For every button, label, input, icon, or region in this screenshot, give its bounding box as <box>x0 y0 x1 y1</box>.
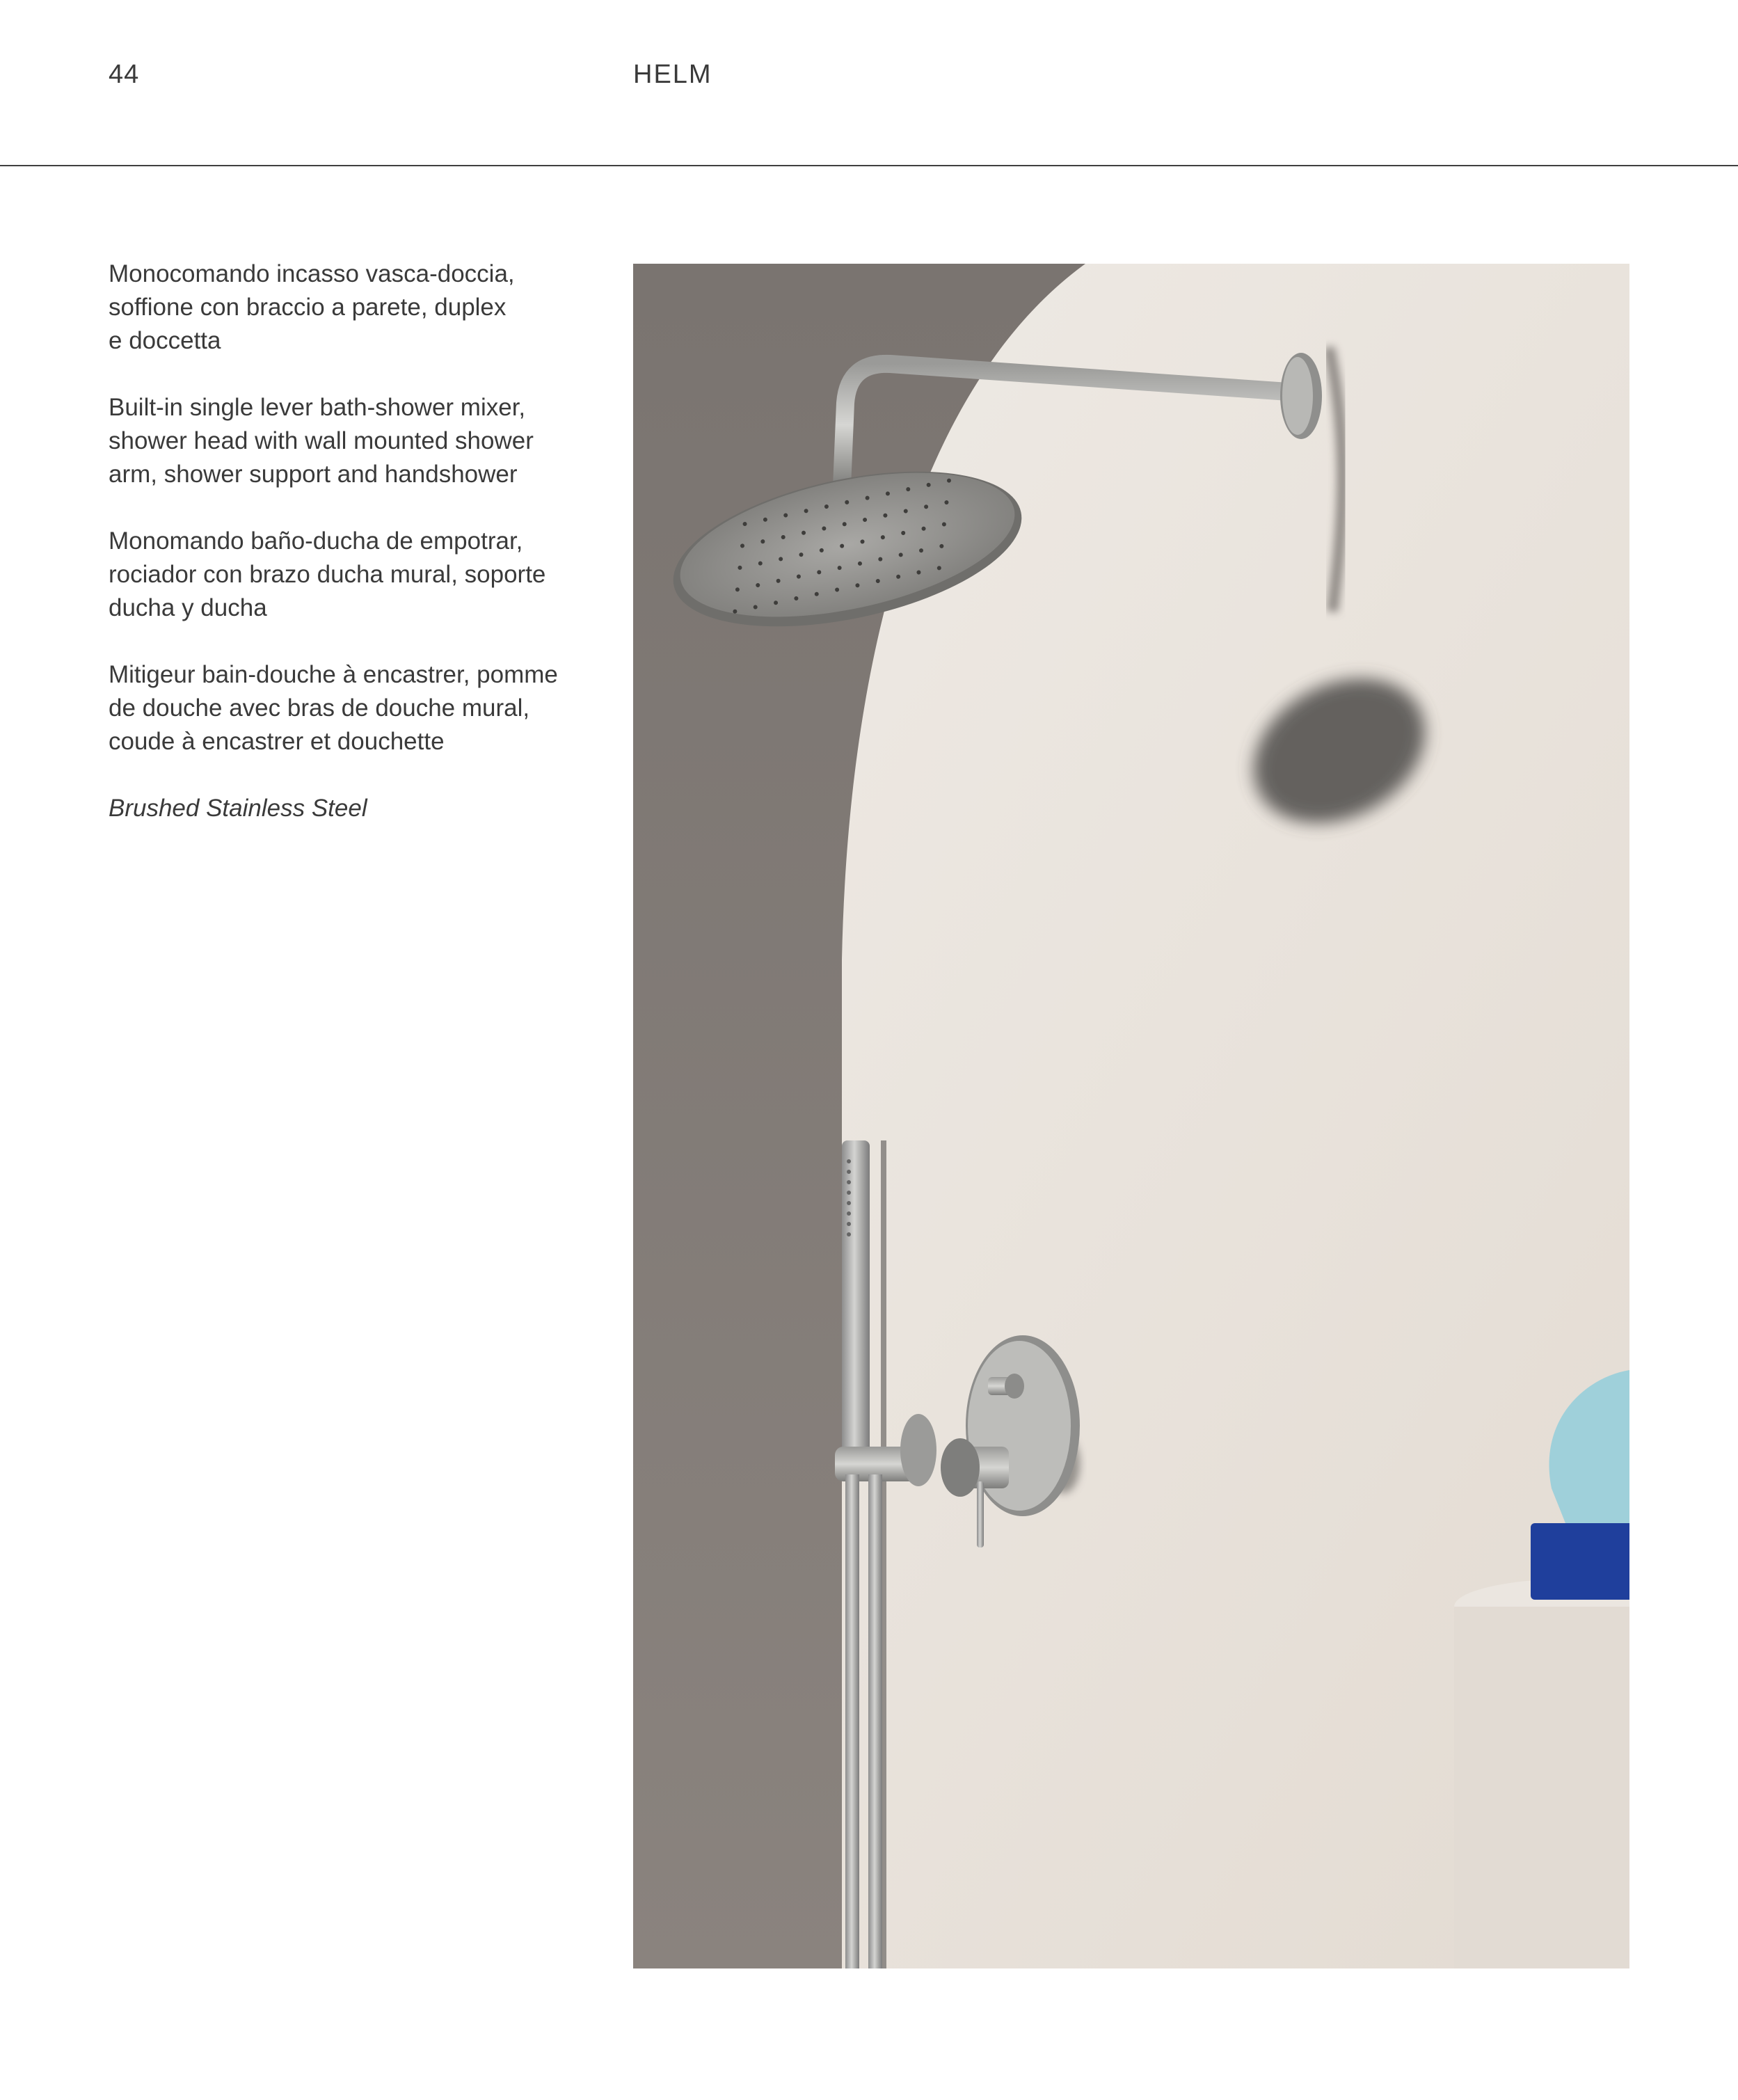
holder-flange <box>900 1414 936 1486</box>
description-french: Mitigeur bain-douche à encastrer, pomme de douche avec bras de douche mural, coude à encastrer et douchette <box>109 661 558 755</box>
arm-flange-face <box>1282 357 1313 435</box>
header-divider <box>0 165 1738 166</box>
blue-object <box>1531 1523 1629 1600</box>
description-italian: Monocomando incasso vasca-doccia, soffione con braccio a parete, duplex e doccetta <box>109 260 515 354</box>
finish-label: Brushed Stainless Steel <box>109 795 367 822</box>
hose-left <box>845 1474 859 1968</box>
handshower <box>842 1140 870 1461</box>
description-spanish: Monomando baño-ducha de empotrar, rociador con brazo ducha mural, soporte ducha y ducha <box>109 527 546 621</box>
product-description <box>109 257 609 825</box>
product-photo <box>633 264 1629 1968</box>
collection-title: HELM <box>633 60 712 89</box>
mixer-handle-face <box>941 1438 980 1497</box>
pedestal <box>1454 1607 1629 1968</box>
diverter-cap <box>1005 1374 1024 1399</box>
hose-right <box>868 1474 882 1968</box>
description-english: Built-in single lever bath-shower mixer, shower head with wall mounted shower arm, shower support and handshower <box>109 394 534 488</box>
mixer-lever <box>977 1481 984 1548</box>
page-number: 44 <box>109 60 140 89</box>
